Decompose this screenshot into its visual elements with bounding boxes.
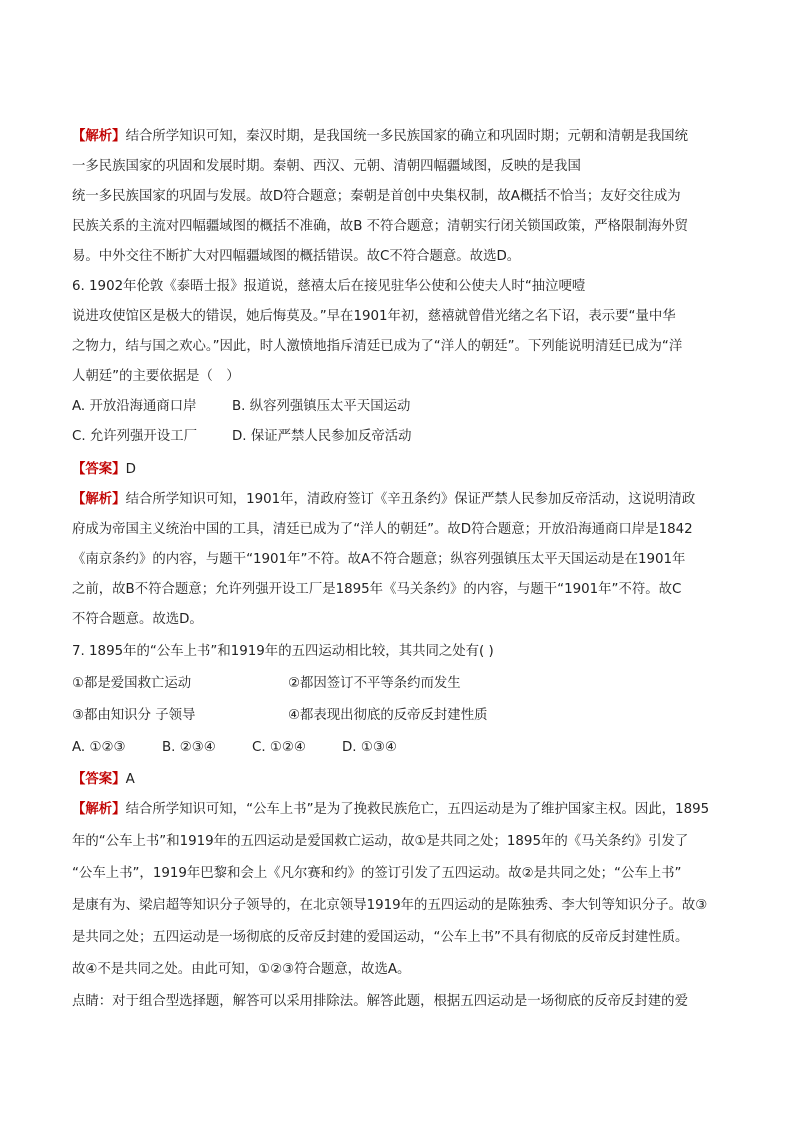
q7-analysis-line-3: “公车上书”，1919年巴黎和会上《凡尔赛和约》的签订引发了五四运动。故②是共同之处；“公车上书”: [72, 866, 682, 881]
q5-analysis-line-3: 统一多民族国家的巩固与发展。故D符合题意；秦朝是首创中央集权制，故A概括不恰当；友好交往成为: [72, 189, 681, 204]
q5-analysis-line-4: 民族关系的主流对四幅疆域图的概括不准确，故B 不符合题意；清朝实行闭关锁国政策，严格限制海外贸: [72, 219, 689, 234]
q5-analysis-line-1: 【解析】结合所学知识可知，秦汉时期，是我国统一多民族国家的确立和巩固时期；元朝和清朝是我国统: [72, 129, 688, 144]
answer-tag: 【答案】: [72, 772, 126, 787]
q7-item-2: ②都因签订不平等条约而发生: [288, 676, 461, 691]
answer-tag: 【答案】: [72, 462, 126, 477]
q7-tip: 点睛：对于组合型选择题，解答可以采用排除法。解答此题，根据五四运动是一场彻底的反帝反封建的爱: [72, 994, 688, 1009]
q7-answer: [72, 770, 135, 790]
q6-analysis-line-2: 府成为帝国主义统治中国的工具，清廷已成为了“洋人的朝廷”。故D符合题意；开放沿海通商口岸是1842: [72, 522, 693, 537]
q6-answer: [72, 460, 136, 480]
q7-option-a: A. ①②③: [72, 740, 126, 755]
q6-analysis-line-3: 《南京条约》的内容，与题干“1901年”不符。故A不符合题意；纵容列强镇压太平天国运动是在1901年: [72, 552, 686, 567]
q7-stem: 7. 1895年的“公车上书”和1919年的五四运动相比较，其共同之处有( ): [72, 644, 494, 659]
q7-option-d: D. ①③④: [342, 740, 397, 755]
q7-answer-value: A: [125, 772, 135, 787]
q6-stem-line-2: 说进攻使馆区是极大的错误，她后悔莫及。”早在1901年初，慈禧就曾借光绪之名下诏，表示要“量中华: [72, 309, 676, 324]
q6-option-b: B. 纵容列强镇压太平天国运动: [232, 399, 411, 414]
q7-item-1: ①都是爱国救亡运动: [72, 676, 192, 691]
q6-analysis-line-1: 【解析】结合所学知识可知，1901年，清政府签订《辛丑条约》保证严禁人民参加反帝活动，这说明清政: [72, 492, 696, 507]
q7-analysis-line-5: 是共同之处；五四运动是一场彻底的反帝反封建的爱国运动，“公车上书”不具有彻底的反帝反封建性质。: [72, 930, 689, 945]
q7-analysis-line-1: 【解析】结合所学知识可知，“公车上书”是为了挽救民族危亡，五四运动是为了维护国家主权。因此，1895: [72, 802, 710, 817]
q5-analysis-line-2: 一多民族国家的巩固和发展时期。秦朝、西汉、元朝、清朝四幅疆域图，反映的是我国: [72, 159, 581, 174]
q7-item-3: ③都由知识分 子领导: [72, 708, 196, 723]
analysis-tag: 【解析】: [72, 129, 126, 144]
q7-item-4: ④都表现出彻底的反帝反封建性质: [288, 708, 488, 723]
q6-option-a: A. 开放沿海通商口岸: [72, 399, 197, 414]
q6-stem-line-4: 人朝廷”的主要依据是（ ）: [72, 369, 240, 384]
q6-option-d: D. 保证严禁人民参加反帝活动: [232, 429, 412, 444]
analysis-tag: 【解析】: [72, 802, 126, 817]
q7-option-c: C. ①②④: [252, 740, 306, 755]
q6-analysis-line-4: 之前，故B不符合题意；允许列强开设工厂是1895年《马关条约》的内容，与题干“1901年”不符。故C: [72, 582, 682, 597]
q7-analysis-line-4: 是康有为、梁启超等知识分子领导的，在北京领导1919年的五四运动的是陈独秀、李大钊等知识分子。故③: [72, 898, 708, 913]
q7-analysis-line-2: 年的“公车上书”和1919年的五四运动是爱国救亡运动，故①是共同之处；1895年的《马关条约》引发了: [72, 834, 689, 849]
q6-answer-value: D: [125, 462, 136, 477]
q6-stem-line-3: 之物力，结与国之欢心。”因此，时人激愤地指斥清廷已成为了“洋人的朝廷”。下列能说明清廷已成为“洋: [72, 339, 683, 354]
q5-analysis-line-5: 易。中外交往不断扩大对四幅疆域图的概括错误。故C不符合题意。故选D。: [72, 249, 521, 264]
q6-stem-line-1: 6. 1902年伦敦《泰晤士报》报道说，慈禧太后在接见驻华公使和公使夫人时“抽泣哽噎: [72, 279, 586, 294]
q6-option-c: C. 允许列强开设工厂: [72, 429, 197, 444]
q7-option-b: B. ②③④: [162, 740, 216, 755]
q6-analysis-line-5: 不符合题意。故选D。: [72, 612, 203, 627]
analysis-tag: 【解析】: [72, 492, 126, 507]
q7-analysis-line-6: 故④不是共同之处。由此可知，①②③符合题意，故选A。: [72, 962, 411, 977]
